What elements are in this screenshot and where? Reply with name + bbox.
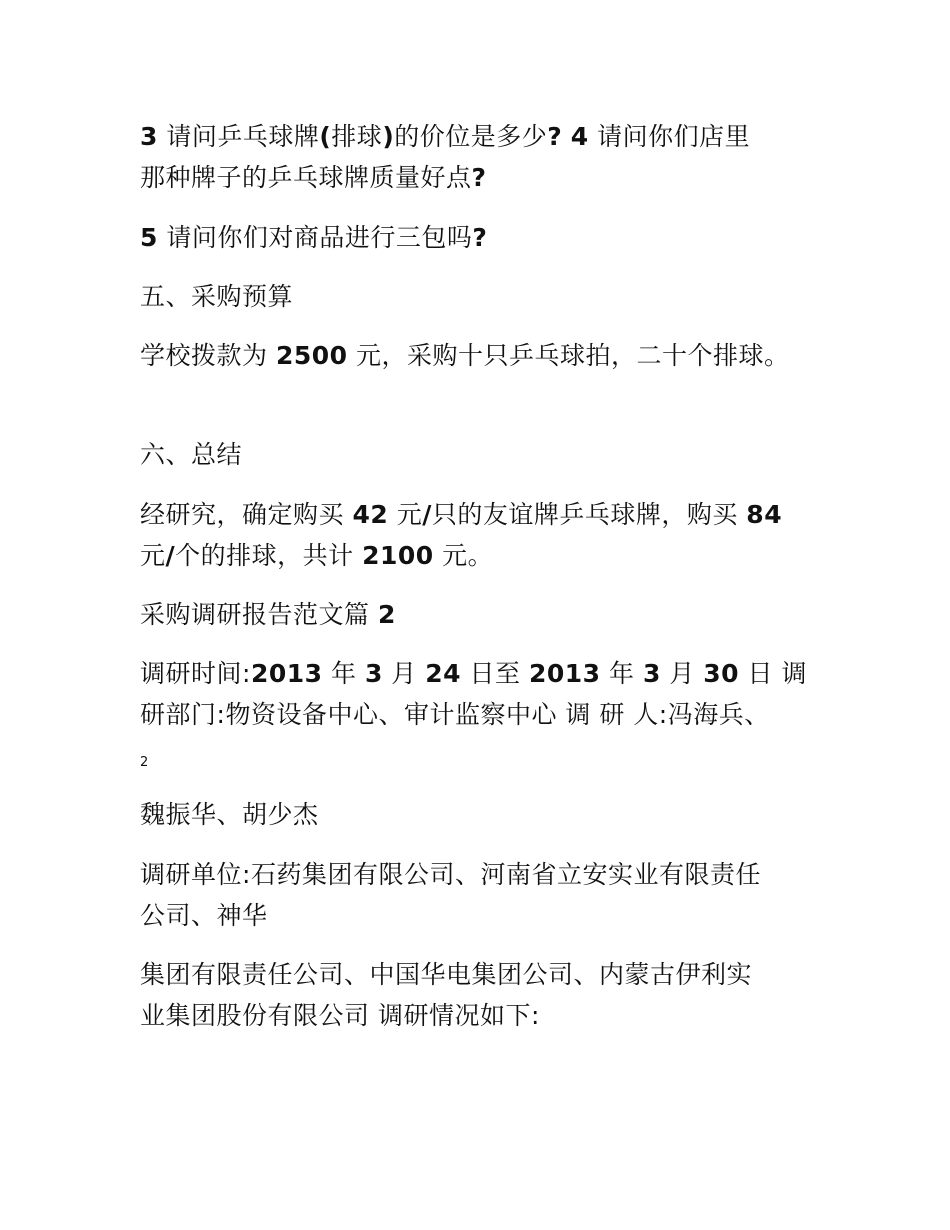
text-run: 日 调: [739, 659, 807, 688]
question-5-line: [140, 223, 487, 253]
text-run: 3: [642, 659, 661, 688]
text-run: 石药集团有限公司、河南省立安实业有限责任: [250, 860, 761, 889]
question-4-cont-line: [140, 163, 487, 193]
text-run: :: [658, 700, 668, 729]
text-run: 集团有限责任公司、中国华电集团公司、内蒙古伊利实: [140, 960, 753, 989]
text-run: 年: [600, 659, 643, 688]
text-run: 3: [140, 122, 158, 151]
text-run: 个的排球，共计: [175, 541, 363, 570]
text-run: 3: [364, 659, 383, 688]
text-run: 调研时间: [140, 659, 243, 688]
text-run: :: [216, 700, 226, 729]
text-run: 魏振华、胡少杰: [140, 800, 319, 829]
text-run: :: [242, 860, 251, 889]
page-number: 2: [140, 755, 149, 770]
text-run: 42: [352, 500, 389, 529]
text-run: 采购调研报告范文篇: [140, 600, 378, 629]
survey-units-line-4: [140, 1001, 540, 1031]
text-run: 排球: [331, 122, 383, 151]
text-run: 物资设备中心、审计监察中心 调 研 人: [225, 700, 659, 729]
text-run: 公司、神华: [140, 901, 268, 930]
text-run: 学校拨款为: [140, 341, 276, 370]
text-run: 经研究，确定购买: [140, 500, 353, 529]
text-run: 五、采购预算: [140, 282, 294, 311]
text-run: :: [530, 1001, 540, 1030]
text-run: :: [242, 659, 251, 688]
text-run: 那种牌子的乒乓球牌质量好点: [140, 163, 472, 192]
text-run: 月: [660, 659, 704, 688]
text-run: 请问乒乓球牌: [157, 122, 320, 151]
summary-line-2: [140, 541, 493, 571]
survey-time-line: [140, 659, 807, 689]
text-run: 2500: [275, 341, 348, 370]
text-run: (: [319, 122, 332, 151]
text-run: ): [382, 122, 395, 151]
text-run: 5: [140, 223, 158, 252]
text-run: 2: [377, 600, 396, 629]
text-run: 只的友谊牌乒乓球牌，购买: [431, 500, 747, 529]
question-3-4-line: [140, 122, 750, 152]
text-run: ?: [547, 122, 563, 151]
article-heading: [140, 600, 396, 630]
section-heading-summary: [140, 440, 242, 470]
text-run: ?: [471, 163, 487, 192]
text-run: 冯海兵、: [667, 700, 770, 729]
text-run: 调研单位: [140, 860, 243, 889]
text-run: 六、总结: [140, 440, 243, 469]
text-run: 请问你们对商品进行三包吗: [157, 223, 473, 252]
survey-units-line-1: [140, 860, 761, 890]
section-heading-budget: [140, 282, 293, 312]
survey-units-line-2: [140, 901, 268, 931]
text-run: 日至: [461, 659, 529, 688]
text-run: 元: [140, 541, 166, 570]
text-run: 4: [570, 122, 589, 151]
text-run: [562, 122, 570, 151]
text-run: /: [165, 541, 176, 570]
text-run: 元。: [433, 541, 494, 570]
text-run: 2100: [362, 541, 434, 570]
survey-dept-line: [140, 700, 770, 730]
survey-people-cont-line: [140, 800, 319, 830]
budget-line: [140, 341, 790, 371]
text-run: 84: [746, 500, 783, 529]
text-run: 元: [388, 500, 423, 529]
text-run: 2013: [250, 659, 323, 688]
survey-units-line-3: [140, 960, 752, 990]
text-run: 年: [322, 659, 365, 688]
text-run: 30: [703, 659, 740, 688]
text-run: /: [422, 500, 432, 529]
text-run: 的价位是多少: [394, 122, 548, 151]
text-run: 月: [382, 659, 426, 688]
text-run: 业集团股份有限公司 调研情况如下: [140, 1001, 531, 1030]
text-run: 元，采购十只乒乓球拍，二十个排球。: [347, 341, 790, 370]
text-run: 请问你们店里: [588, 122, 751, 151]
text-run: 2013: [528, 659, 601, 688]
text-run: ?: [472, 223, 488, 252]
text-run: 24: [425, 659, 462, 688]
summary-line-1: [140, 500, 782, 530]
text-run: 研部门: [140, 700, 217, 729]
